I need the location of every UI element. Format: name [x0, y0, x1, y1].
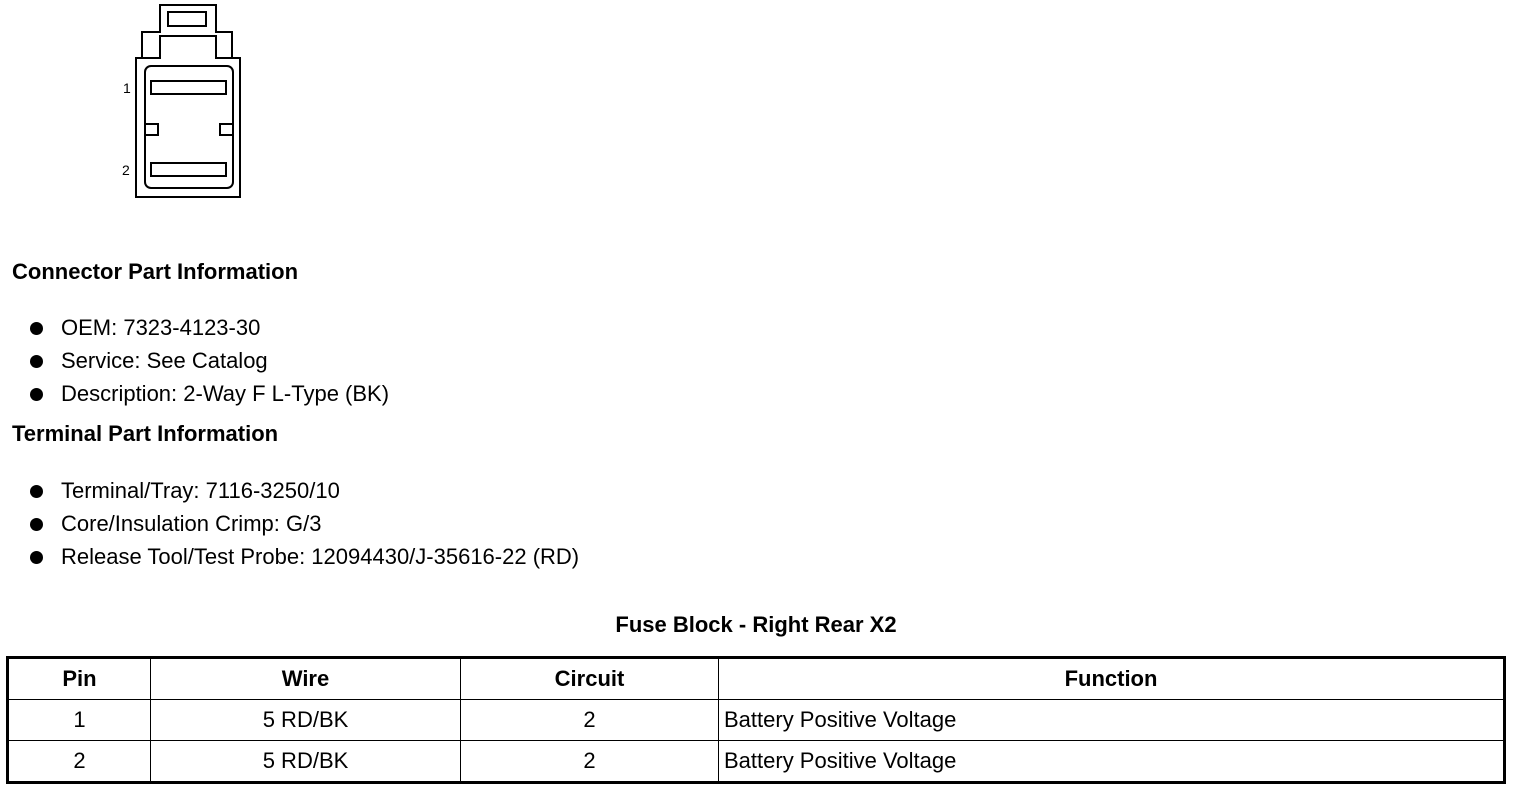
list-item: Service: See Catalog — [30, 344, 389, 377]
cell-circuit: 2 — [461, 700, 719, 741]
list-item: Description: 2-Way F L-Type (BK) — [30, 377, 389, 410]
terminal-slot-2 — [151, 163, 226, 176]
column-header-wire: Wire — [151, 658, 461, 700]
bullet-icon — [30, 485, 43, 498]
cell-pin: 1 — [8, 700, 151, 741]
column-header-pin: Pin — [8, 658, 151, 700]
column-header-circuit: Circuit — [461, 658, 719, 700]
bullet-icon — [30, 322, 43, 335]
table-title: Fuse Block - Right Rear X2 — [615, 612, 897, 637]
connector-key-left — [145, 124, 158, 135]
bullet-icon — [30, 355, 43, 368]
terminal-info-heading: Terminal Part Information — [12, 421, 279, 446]
table-row — [8, 700, 1505, 741]
connector-face-diagram — [110, 0, 250, 205]
cell-wire: 5 RD/BK — [151, 700, 461, 741]
connector-info-list — [30, 311, 389, 410]
terminal-slot-1 — [151, 81, 226, 94]
list-item: Release Tool/Test Probe: 12094430/J-35616-22 (RD) — [30, 540, 579, 573]
terminal-info-list — [30, 474, 579, 573]
pinout-table — [6, 656, 1506, 784]
connector-latch — [168, 12, 206, 26]
list-item: OEM: 7323-4123-30 — [30, 311, 389, 344]
cell-function: Battery Positive Voltage — [719, 700, 1505, 741]
cell-function: Battery Positive Voltage — [719, 741, 1505, 783]
cell-circuit: 2 — [461, 741, 719, 783]
pin-label-2: 2 — [122, 162, 130, 178]
bullet-icon — [30, 518, 43, 531]
list-item: Terminal/Tray: 7116-3250/10 — [30, 474, 579, 507]
table-header-row — [8, 658, 1505, 700]
bullet-icon — [30, 388, 43, 401]
bullet-icon — [30, 551, 43, 564]
cell-pin: 2 — [8, 741, 151, 783]
connector-key-right — [220, 124, 233, 135]
list-item: Core/Insulation Crimp: G/3 — [30, 507, 579, 540]
column-header-function: Function — [719, 658, 1505, 700]
table-row — [8, 741, 1505, 783]
connector-info-heading: Connector Part Information — [12, 259, 299, 284]
cell-wire: 5 RD/BK — [151, 741, 461, 783]
pin-label-1: 1 — [123, 80, 131, 96]
